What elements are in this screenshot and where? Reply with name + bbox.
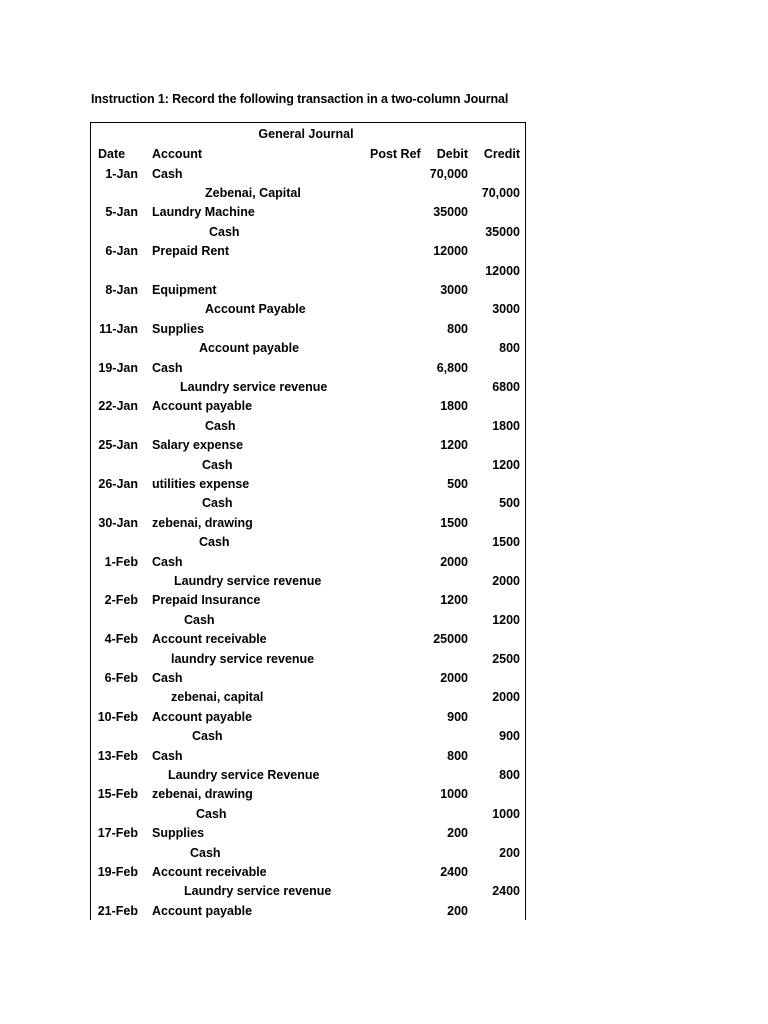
entry-debit: 900 [447,709,468,724]
journal-row [91,533,525,552]
entry-account: Laundry service Revenue [168,767,320,782]
entry-debit: 2000 [440,670,468,685]
journal-row [91,630,525,649]
entry-date: 1-Jan [105,166,138,181]
entry-debit: 70,000 [429,166,468,181]
entry-account: Laundry service revenue [180,379,328,394]
entry-credit: 1000 [492,806,520,821]
entry-date: 11-Jan [99,321,138,336]
entry-account: Equipment [152,282,217,297]
entry-credit: 1200 [492,457,520,472]
entry-debit: 1200 [440,593,468,608]
entry-account: Prepaid Insurance [152,593,261,608]
journal-row [91,708,525,727]
journal-row [91,785,525,804]
journal-row [91,417,525,436]
journal-row [91,747,525,766]
entry-account: Cash [152,748,183,763]
entry-account: Supplies [152,321,205,336]
entry-account: zebenai, capital [171,690,264,705]
entry-account: Cash [184,612,215,627]
entry-date: 6-Jan [105,244,138,259]
entry-account: Cash [190,845,221,860]
entry-date: 26-Jan [98,476,138,491]
entry-credit: 1200 [492,612,520,627]
journal-row [91,902,525,921]
entry-credit: 1800 [492,418,520,433]
entry-debit: 200 [447,903,468,918]
general-journal-table [90,122,526,920]
entry-account: Supplies [152,826,205,841]
journal-row [91,863,525,882]
entry-debit: 800 [447,748,468,763]
entry-account: Account payable [152,399,253,414]
entry-date: 21-Feb [97,903,138,918]
journal-row [91,494,525,513]
entry-date: 19-Jan [98,360,138,375]
entry-date: 1-Feb [104,554,138,569]
entry-account: Cash [205,418,236,433]
journal-row [91,805,525,824]
header-date: Date [98,147,126,161]
entry-account: Cash [152,554,183,569]
entry-account: Account receivable [152,632,267,647]
journal-row [91,727,525,746]
entry-date: 25-Jan [98,438,138,453]
entry-debit: 2400 [440,864,468,879]
journal-row [91,591,525,610]
entry-account: Account receivable [152,864,267,879]
journal-row [91,475,525,494]
entry-account: Account payable [199,341,300,356]
entry-debit: 35000 [433,205,468,220]
entry-account: Cash [196,806,227,821]
entry-account: Account payable [152,903,253,918]
entry-credit: 70,000 [481,185,520,200]
entry-credit: 2000 [492,573,520,588]
header-credit: Credit [483,147,520,161]
journal-row [91,844,525,863]
header-debit: Debit [436,147,468,161]
entry-account: Cash [209,224,240,239]
entry-credit: 1500 [492,535,520,550]
entry-account: Cash [199,535,230,550]
entry-credit: 900 [499,729,520,744]
journal-row [91,184,525,203]
entry-credit: 2000 [492,690,520,705]
entry-account: zebenai, drawing [152,787,253,802]
entry-date: 17-Feb [97,826,138,841]
entry-credit: 500 [499,496,520,511]
journal-row [91,669,525,688]
entry-credit: 2500 [492,651,520,666]
entry-account: Cash [202,457,233,472]
entry-account: Laundry service revenue [174,573,322,588]
entry-debit: 12000 [433,244,468,259]
entry-date: 13-Feb [97,748,138,763]
entry-credit: 35000 [485,224,520,239]
entry-debit: 6,800 [436,360,468,375]
journal-row [91,436,525,455]
journal-row [91,242,525,261]
entry-credit: 800 [499,341,520,356]
entry-credit: 6800 [492,379,520,394]
entry-date: 15-Feb [97,787,138,802]
journal-row [91,339,525,358]
entry-account: Cash [192,729,223,744]
entry-debit: 2000 [440,554,468,569]
journal-row [91,300,525,319]
entry-debit: 1200 [440,438,468,453]
journal-row [91,378,525,397]
entry-date: 19-Feb [97,864,138,879]
entry-account: Cash [152,166,183,181]
instruction-heading: Instruction 1: Record the following transaction in a two-column Journal [91,92,509,106]
journal-row [91,456,525,475]
entry-credit: 200 [499,845,520,860]
journal-row [91,611,525,630]
entry-account: utilities expense [152,476,250,491]
journal-row [91,165,525,184]
entry-credit: 3000 [492,302,520,317]
entry-account: Account Payable [205,302,306,317]
entry-date: 4-Feb [104,632,138,647]
journal-row [91,882,525,901]
entry-debit: 1000 [440,787,468,802]
journal-row [91,766,525,785]
entry-date: 22-Jan [98,399,138,414]
entry-date: 5-Jan [105,205,138,220]
entry-date: 2-Feb [104,593,138,608]
entry-date: 30-Jan [98,515,138,530]
entry-account: Salary expense [152,438,244,453]
entry-account: Laundry Machine [152,205,255,220]
journal-row [91,281,525,300]
journal-header-row [91,145,525,164]
entry-account: laundry service revenue [171,651,315,666]
entry-account: Account payable [152,709,253,724]
journal-title: General Journal [258,127,354,141]
journal-row [91,262,525,281]
entry-date: 10-Feb [97,709,138,724]
journal-row [91,203,525,222]
journal-row [91,359,525,378]
entry-account: Prepaid Rent [152,244,230,259]
entry-account: zebenai, drawing [152,515,253,530]
entry-date: 6-Feb [104,670,138,685]
journal-row [91,688,525,707]
entry-account: Zebenai, Capital [205,185,301,200]
entry-debit: 1800 [440,399,468,414]
entry-account: Cash [152,670,183,685]
journal-row [91,572,525,591]
entry-debit: 1500 [440,515,468,530]
entry-date: 8-Jan [105,282,138,297]
journal-row [91,397,525,416]
entry-debit: 200 [447,826,468,841]
header-account: Account [152,147,202,161]
entry-credit: 12000 [485,263,520,278]
entry-debit: 3000 [440,282,468,297]
entry-credit: 800 [499,767,520,782]
entry-account: Cash [202,496,233,511]
journal-row [91,824,525,843]
journal-row [91,320,525,339]
journal-row [91,553,525,572]
entry-debit: 500 [447,476,468,491]
journal-row [91,514,525,533]
journal-row [91,223,525,242]
entry-account: Laundry service revenue [184,884,332,899]
entry-account: Cash [152,360,183,375]
header-post-ref: Post Ref [370,147,421,161]
entry-debit: 25000 [433,632,468,647]
entry-debit: 800 [447,321,468,336]
journal-row [91,650,525,669]
entry-credit: 2400 [492,884,520,899]
